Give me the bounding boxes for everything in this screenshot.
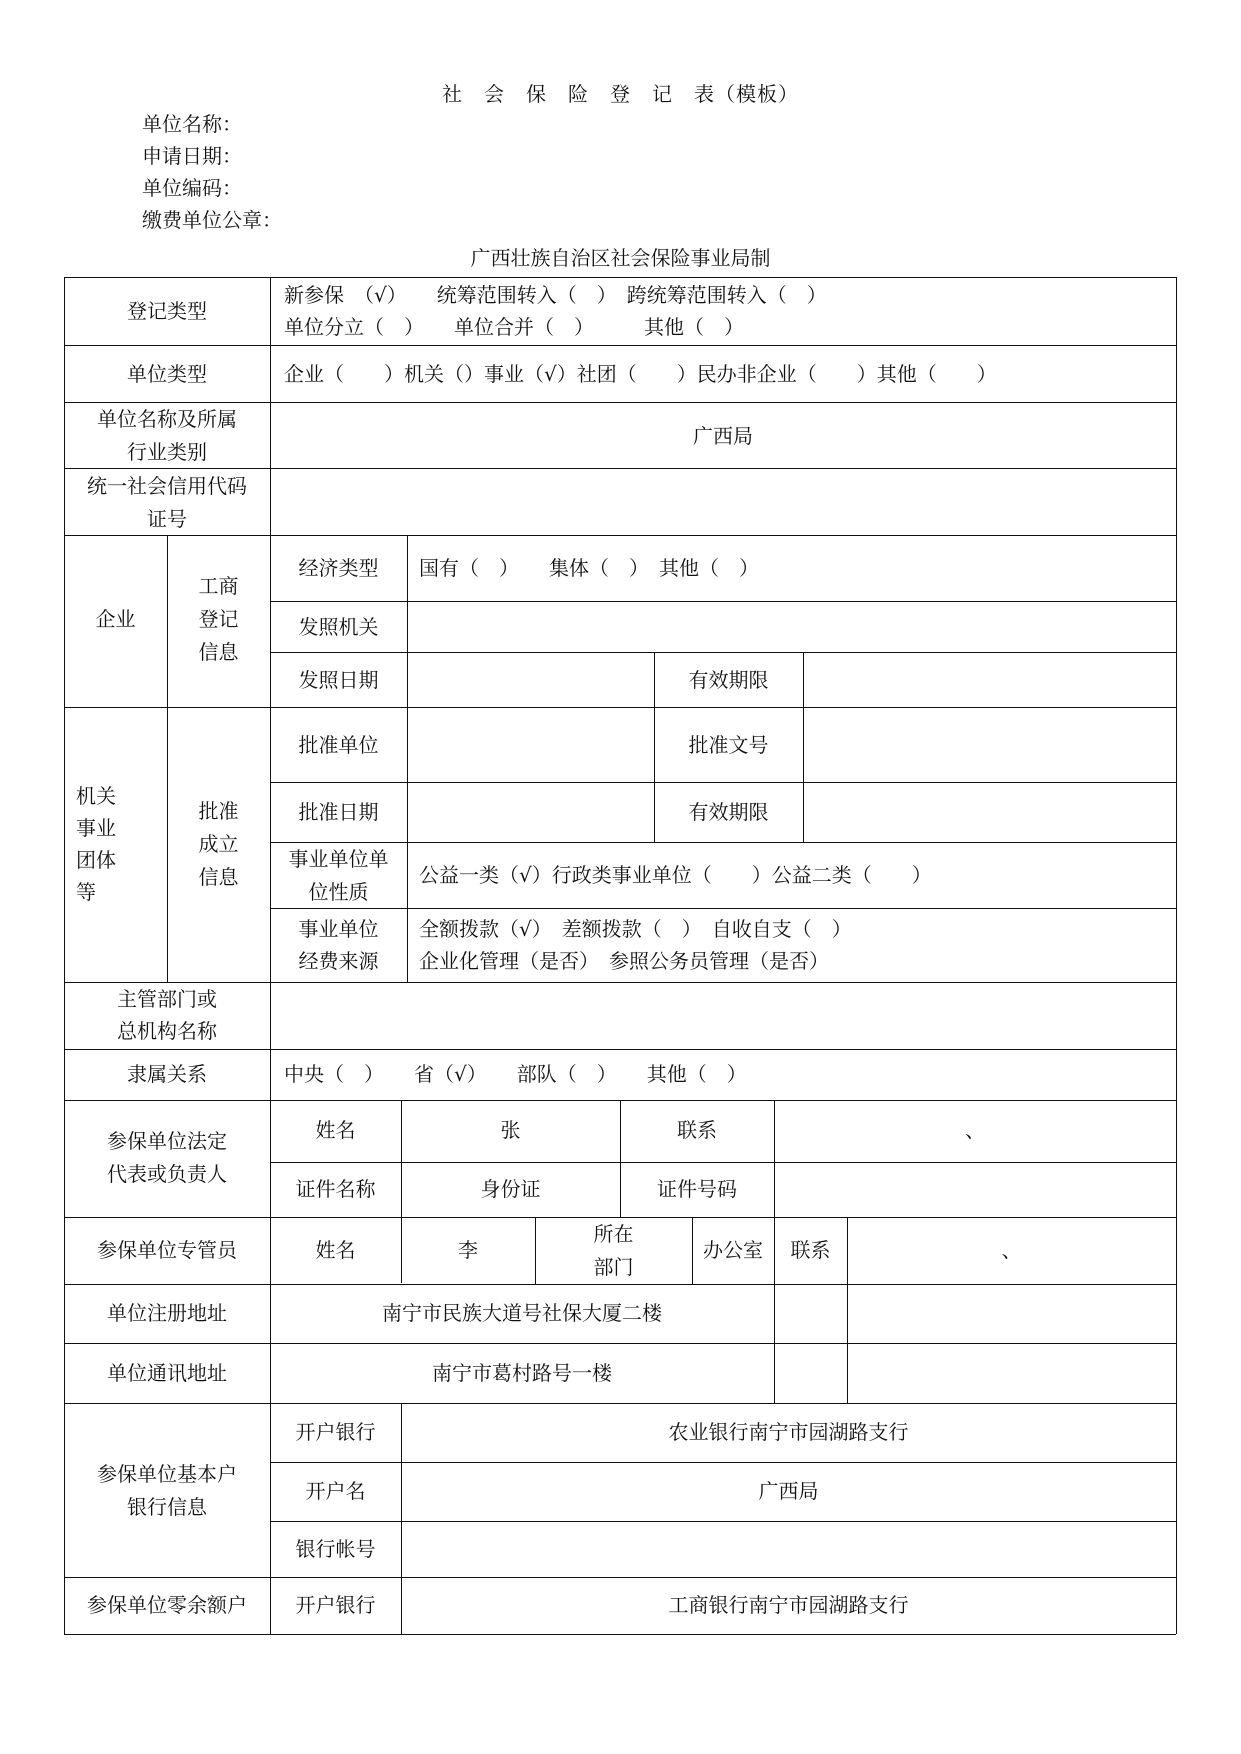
institution-nature-options: 公益一类（√）行政类事业单位（ ）公益二类（ ） [419,863,932,887]
basic-bank-label-2: 银行信息 [127,1495,207,1519]
institution-label-1: 机关 [76,784,116,808]
zero-balance-bank-value: 工商银行南宁市园湖路支行 [668,1593,909,1617]
approval-date-label: 批准日期 [298,800,379,824]
legal-rep-label-2: 代表或负责人 [107,1162,227,1186]
credit-code-label-2: 证号 [147,507,187,531]
officer-name-value: 李 [458,1238,478,1262]
officer-label: 参保单位专管员 [97,1238,237,1262]
legal-rep-contact-value: 、 [965,1118,985,1142]
econ-type-options: 国有（ ） 集体（ ） 其他（ ） [419,556,759,580]
unit-type-label: 单位类型 [127,362,207,386]
unit-name-value: 广西局 [693,424,753,448]
mail-address-value: 南宁市葛村路号一楼 [432,1361,612,1385]
unit-name-label: 单位名称及所属 [97,407,237,431]
mail-address-label: 单位通讯地址 [107,1361,227,1385]
institution-label-4: 等 [76,880,96,904]
account-name-value: 广西局 [758,1479,819,1503]
funding-source-label-1: 事业单位 [298,917,379,941]
officer-name-label: 姓名 [315,1238,356,1262]
officer-contact-label: 联系 [790,1238,831,1262]
officer-contact-value: 、 [1001,1238,1022,1262]
funding-source-options-1: 全额拨款（√） 差额拨款（ ） 自收自支（ ） [419,917,852,941]
supervisor-label-2: 总机构名称 [117,1019,217,1043]
reg-address-value: 南宁市民族大道号社保大厦二楼 [382,1301,662,1325]
approval-info-label-2: 成立 [198,832,239,856]
institution-label-3: 团体 [76,848,116,872]
legal-rep-contact-label: 联系 [677,1118,717,1142]
basic-bank-name-label: 开户银行 [295,1420,376,1444]
business-reg-label-1: 工商 [198,574,239,598]
legal-rep-label-1: 参保单位法定 [107,1129,227,1153]
account-number-label: 银行帐号 [295,1537,376,1561]
issuer-line: 广西壮族自治区社会保险事业局制 [470,246,771,270]
econ-type-label: 经济类型 [298,556,379,580]
account-name-label: 开户名 [305,1479,366,1503]
institution-nature-label-1: 事业单位单 [288,847,389,871]
enterprise-label: 企业 [95,607,136,631]
legal-rep-id-type-value: 身份证 [480,1177,541,1201]
legal-rep-name-value: 张 [500,1118,521,1142]
unit-name-label-2: 行业类别 [127,440,207,464]
legal-rep-id-no-label: 证件号码 [657,1177,737,1201]
license-org-label: 发照机关 [298,615,379,639]
business-reg-label-2: 登记 [198,607,239,631]
funding-source-label-2: 经费来源 [298,949,379,973]
license-date-label: 发照日期 [298,668,379,692]
business-reg-label-3: 信息 [198,640,239,664]
zero-balance-bank-label: 开户银行 [295,1593,376,1617]
affiliation-options: 中央（ ） 省（√） 部队（ ） 其他（ ） [284,1062,747,1086]
reg-address-label: 单位注册地址 [107,1301,227,1325]
apply-date-field: 申请日期： [142,144,242,168]
officer-dept-value: 办公室 [703,1238,763,1262]
officer-dept-label-1: 所在 [593,1222,634,1246]
approval-unit-label: 批准单位 [298,733,379,757]
institution-nature-label-2: 位性质 [308,880,369,904]
affiliation-label: 隶属关系 [127,1062,207,1086]
basic-bank-name-value: 农业银行南宁市园湖路支行 [668,1420,909,1444]
funding-source-options-2: 企业化管理（是否） 参照公务员管理（是否） [419,949,829,973]
unit-type-options: 企业（ ）机关（）事业（√）社团（ ）民办非企业（ ）其他（ ） [284,362,997,386]
credit-code-label: 统一社会信用代码 [87,474,247,498]
unit-name-field: 单位名称： [142,112,242,136]
approval-doc-label: 批准文号 [688,733,769,757]
unit-code-field: 单位编码： [142,176,242,200]
legal-rep-name-label: 姓名 [315,1118,356,1142]
supervisor-label-1: 主管部门或 [117,987,217,1011]
registration-type-options-1: 新参保 （√） 统筹范围转入（ ） 跨统筹范围转入（ ） [284,283,827,307]
zero-balance-label: 参保单位零余额户 [87,1593,247,1617]
approval-info-label-1: 批准 [198,799,239,823]
page-title: 社 会 保 险 登 记 表（模板） [442,82,799,106]
unit-seal-field: 缴费单位公章： [142,208,282,232]
approval-info-label-3: 信息 [198,865,239,889]
officer-dept-label-2: 部门 [593,1255,634,1279]
legal-rep-id-type-label: 证件名称 [295,1177,376,1201]
approval-validity-label: 有效期限 [688,800,769,824]
registration-type-label: 登记类型 [127,299,207,323]
institution-label-2: 事业 [76,816,116,840]
basic-bank-label-1: 参保单位基本户 [97,1462,237,1486]
license-validity-label: 有效期限 [688,668,769,692]
registration-type-options-2: 单位分立（ ） 单位合并（ ） 其他（ ） [284,315,744,339]
